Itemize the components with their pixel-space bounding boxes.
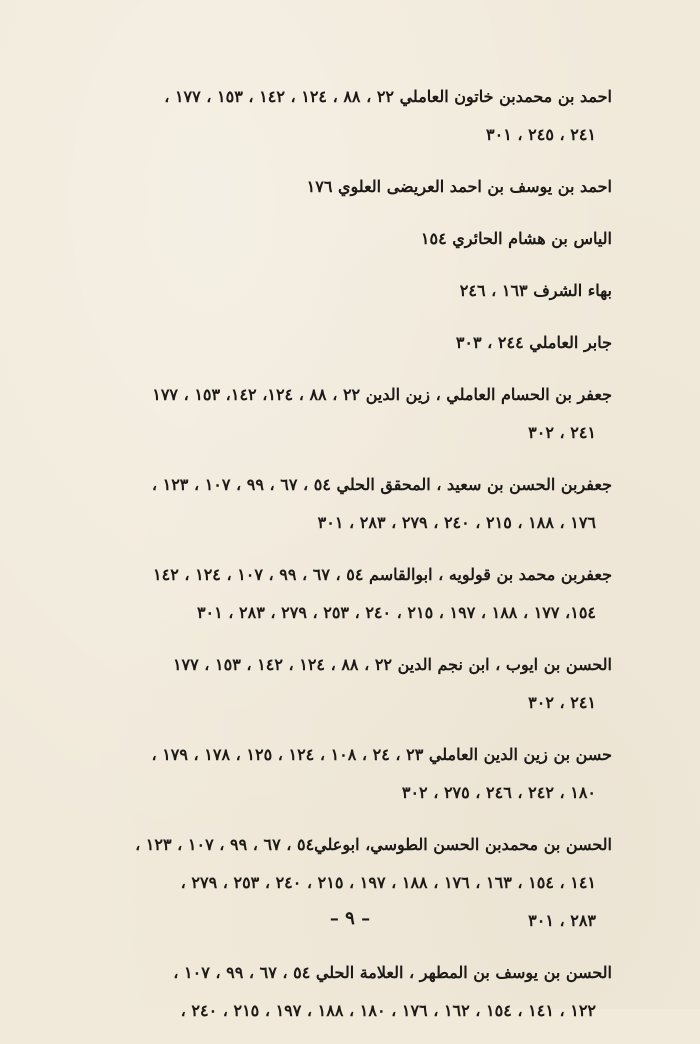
- entry-line: حسن بن زين الدين العاملي ٢٣ ، ٢٤ ، ١٠٨ ، ١٢٤ ، ١٢٥ ، ١٧٨ ، ١٧٩ ،: [151, 745, 612, 764]
- entry-line: الياس بن هشام الحائري ١٥٤: [420, 229, 612, 248]
- index-entry: [80, 168, 612, 206]
- entry-line: احمد بن محمدبن خاتون العاملي ٢٢ ، ٨٨ ، ١٢٤ ، ١٤٢ ، ١٥٣ ، ١٧٧ ،: [164, 87, 612, 106]
- entry-line-continuation: ٢٤١ ، ٣٠٢: [528, 423, 596, 442]
- page-number: – ٩ –: [329, 908, 371, 929]
- index-entry: [80, 556, 612, 632]
- entry-line: جعفربن محمد بن قولويه ، ابوالقاسم ٥٤ ، ٦٧ ، ٩٩ ، ١٠٧ ، ١٢٤ ، ١٤٢: [153, 565, 612, 584]
- entry-line: الحسن بن محمدبن الحسن الطوسي، ابوعلي٥٤ ، ٦٧ ، ٩٩ ، ١٠٧ ، ١٢٣ ،: [135, 835, 612, 854]
- index-entry: [80, 646, 612, 722]
- entry-line: احمد بن يوسف بن احمد العريضى العلوي ١٧٦: [306, 177, 612, 196]
- index-entry: [80, 220, 612, 258]
- index-entry: [80, 272, 612, 310]
- entry-line-continuation: ١٢٢ ، ١٤١ ، ١٥٤ ، ١٦٢ ، ١٧٦ ، ١٨٠ ، ١٨٨ ، ١٩٧ ، ٢١٥ ، ٢٤٠ ،: [180, 1001, 596, 1020]
- index-entry: [80, 324, 612, 362]
- entry-line: جعفر بن الحسام العاملي ، زين الدين ٢٢ ، ٨٨ ، ١٢٤، ١٤٢، ١٥٣ ، ١٧٧: [152, 385, 612, 404]
- name-index-list: [80, 78, 612, 1044]
- entry-line-continuation: ١٤١ ، ١٥٤ ، ١٦٣ ، ١٧٦ ، ١٨٨ ، ١٩٧ ، ٢١٥ ، ٢٤٠ ، ٢٥٣ ، ٢٧٩ ،: [180, 873, 596, 892]
- entry-line-continuation: ٢٤١ ، ٢٤٥ ، ٣٠١: [486, 125, 596, 144]
- entry-line-continuation: ١٨٠ ، ٢٤٢ ، ٢٤٦ ، ٢٧٥ ، ٣٠٢: [401, 783, 596, 802]
- entry-line-continuation: ١٥٤، ١٧٧ ، ١٨٨ ، ١٩٧ ، ٢١٥ ، ٢٤٠ ، ٢٥٣ ، ٢٧٩ ، ٢٨٣ ، ٣٠١: [196, 603, 596, 622]
- entry-line-continuation: ١٧٦ ، ١٨٨ ، ٢١٥ ، ٢٤٠ ، ٢٧٩ ، ٢٨٣ ، ٣٠١: [317, 513, 596, 532]
- index-entry: [80, 376, 612, 452]
- entry-line-continuation: ٢٤١ ، ٣٠٢: [528, 693, 596, 712]
- entry-line: بهاء الشرف ١٦٣ ، ٢٤٦: [459, 281, 612, 300]
- entry-line: جابر العاملي ٢٤٤ ، ٣٠٣: [455, 333, 612, 352]
- index-entry: [80, 736, 612, 812]
- entry-line: الحسن بن يوسف بن المطهر ، العلامة الحلي ٥٤ ، ٦٧ ، ٩٩ ، ١٠٧ ،: [173, 963, 612, 982]
- entry-line-continuation: ٢٨٣ ، ٣٠١: [528, 911, 596, 930]
- index-entry: [80, 466, 612, 542]
- index-entry: [80, 78, 612, 154]
- entry-line: الحسن بن ايوب ، ابن نجم الدين ٢٢ ، ٨٨ ، ١٢٤ ، ١٤٢ ، ١٥٣ ، ١٧٧: [172, 655, 612, 674]
- entry-line: جعفربن الحسن بن سعيد ، المحقق الحلي ٥٤ ، ٦٧ ، ٩٩ ، ١٠٧ ، ١٢٣ ،: [151, 475, 612, 494]
- index-entry: [80, 954, 612, 1030]
